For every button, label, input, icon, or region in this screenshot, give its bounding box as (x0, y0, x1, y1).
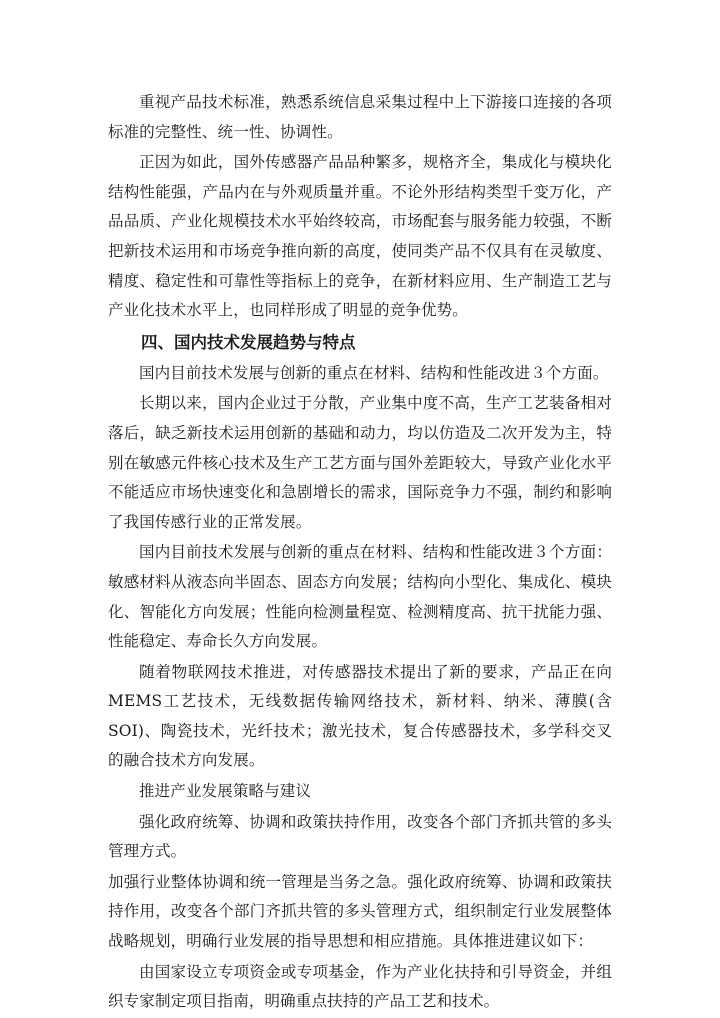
paragraph-standards: 重视产品技术标准，熟悉系统信息采集过程中上下游接口连接的各项标准的完整性、统一性、协调性。 (108, 93, 612, 141)
paragraph-domestic-focus: 国内目前技术发展与创新的重点在材料、结构和性能改进３个方面。 (139, 363, 609, 382)
paragraph-special-funds: 由国家设立专项资金或专项基金，作为产业化扶持和引导资金，并组织专家制定项目指南，明确重点扶持的产品工艺和技术。 (108, 962, 612, 1011)
paragraph-industry-coordination: 加强行业整体协调和统一管理是当务之急。强化政府统筹、协调和政策扶持作用，改变各个部门齐抓共管的多头管理方式，组织制定行业发展整体战略规划，明确行业发展的指导思想和相应措施。具体推进建议如下： (108, 872, 612, 951)
paragraph-iot-requirements: 随着物联网技术推进，对传感器技术提出了新的要求，产品正在向MEMS工艺技术，无线数据传输网络技术，新材料、纳米、薄膜(含SOI)、陶瓷技术，光纤技术；激光技术，复合传感器技术，多学科交叉的融合技术方向发展。 (108, 662, 612, 770)
paragraph-domestic-directions: 国内目前技术发展与创新的重点在材料、结构和性能改进３个方面：敏感材料从液态向半固态、固态方向发展；结构向小型化、集成化、模块化、智能化方向发展；性能向检测量程宽、检测精度高、抗干扰能力强、性能稳定、寿命长久方向发展。 (108, 543, 612, 651)
document-page (108, 88, 612, 1018)
paragraph-foreign-advantages: 正因为如此，国外传感器产品品种繁多，规格齐全，集成化与模块化结构性能强，产品内在与外观质量并重。不论外形结构类型千变万化，产品品质、产业化规模技术水平始终较高，市场配套与服务能力较强，不断把新技术运用和市场竞争推向新的高度，使同类产品不仅具有在灵敏度、精度、稳定性和可靠性等指标上的竞争，在新材料应用、生产制造工艺与产业化技术水平上，也同样形成了明显的竞争优势。 (108, 153, 612, 320)
paragraph-domestic-problems: 长期以来，国内企业过于分散，产业集中度不高，生产工艺装备相对落后，缺乏新技术运用创新的基础和动力，均以仿造及二次开发为主，特别在敏感元件核心技术及生产工艺方面与国外差距较大，导致产业化水平不能适应市场快速变化和急剧增长的需求，国际竞争力不强，制约和影响了我国传感行业的正常发展。 (108, 394, 612, 531)
section-heading-domestic-trends: 四、国内技术发展趋势与特点 (141, 332, 356, 352)
paragraph-government-role: 强化政府统筹、协调和政策扶持作用，改变各个部门齐抓共管的多头管理方式。 (108, 812, 612, 861)
subheading-strategy: 推进产业发展策略与建议 (139, 782, 312, 801)
